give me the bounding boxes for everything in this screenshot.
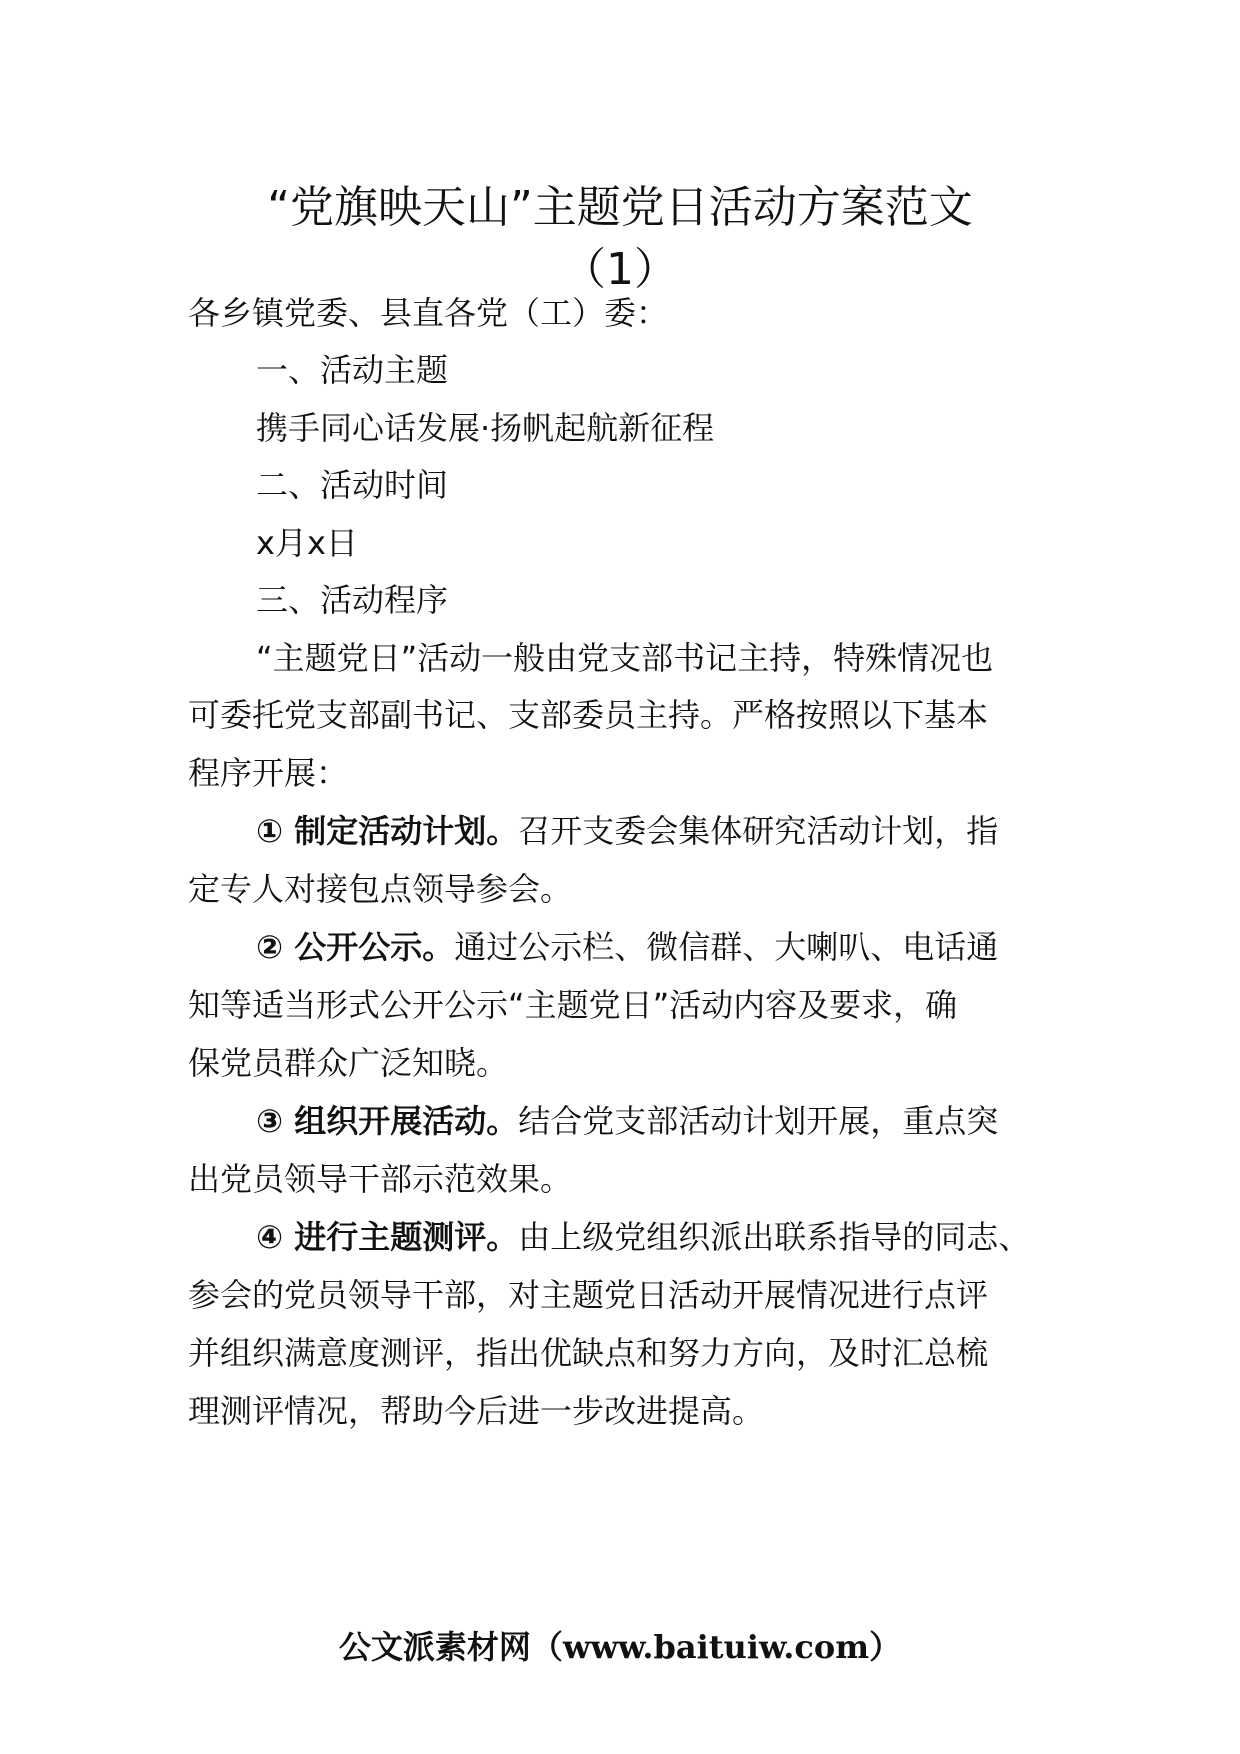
step-2-first-line bbox=[256, 924, 998, 970]
section-body-2: x月x日 bbox=[256, 524, 358, 562]
paragraph-line: 程序开展： bbox=[188, 754, 349, 792]
paragraph-line: 保党员群众广泛知晓。 bbox=[188, 1044, 509, 1082]
paragraph-line: 理测评情况，帮助今后进一步改进提高。 bbox=[188, 1392, 765, 1430]
paragraph-line: 参会的党员领导干部，对主题党日活动开展情况进行点评 bbox=[188, 1276, 989, 1314]
paragraph-line: 并组织满意度测评，指出优缺点和努力方向，及时汇总梳 bbox=[188, 1334, 989, 1372]
step-text: 由上级党组织派出联系指导的同志、 bbox=[518, 1218, 1031, 1256]
paragraph-line: 可委托党支部副书记、支部委员主持。严格按照以下基本 bbox=[188, 696, 989, 734]
step-text: 结合党支部活动计划开展，重点突 bbox=[518, 1102, 999, 1140]
step-lead: ① 制定活动计划。 bbox=[256, 812, 519, 850]
step-1-first-line bbox=[256, 808, 998, 854]
document-title-line-2: （1） bbox=[562, 244, 678, 295]
section-body-1: 携手同心话发展·扬帆起航新征程 bbox=[256, 409, 715, 447]
footer-watermark: 公文派素材网（www.baituiw.com） bbox=[338, 1628, 902, 1666]
salutation: 各乡镇党委、县直各党（工）委： bbox=[188, 294, 669, 332]
section-heading-2: 二、活动时间 bbox=[256, 466, 449, 504]
paragraph-line: 定专人对接包点领导参会。 bbox=[188, 870, 573, 908]
paragraph-line: 出党员领导干部示范效果。 bbox=[188, 1160, 573, 1198]
paragraph-line: “主题党日”活动一般由党支部书记主持，特殊情况也 bbox=[256, 639, 994, 677]
step-lead: ② 公开公示。 bbox=[256, 928, 455, 966]
step-3-first-line bbox=[256, 1098, 998, 1144]
step-4-first-line bbox=[256, 1214, 1030, 1260]
section-heading-1: 一、活动主题 bbox=[256, 351, 449, 389]
step-text: 通过公示栏、微信群、大喇叭、电话通 bbox=[454, 928, 999, 966]
step-text: 召开支委会集体研究活动计划，指 bbox=[518, 812, 999, 850]
document-title-line-1: “党旗映天山”主题党日活动方案范文 bbox=[267, 182, 973, 233]
step-lead: ④ 进行主题测评。 bbox=[256, 1218, 519, 1256]
section-heading-3: 三、活动程序 bbox=[256, 581, 449, 619]
step-lead: ③ 组织开展活动。 bbox=[256, 1102, 519, 1140]
paragraph-line: 知等适当形式公开公示“主题党日”活动内容及要求，确 bbox=[188, 986, 958, 1024]
